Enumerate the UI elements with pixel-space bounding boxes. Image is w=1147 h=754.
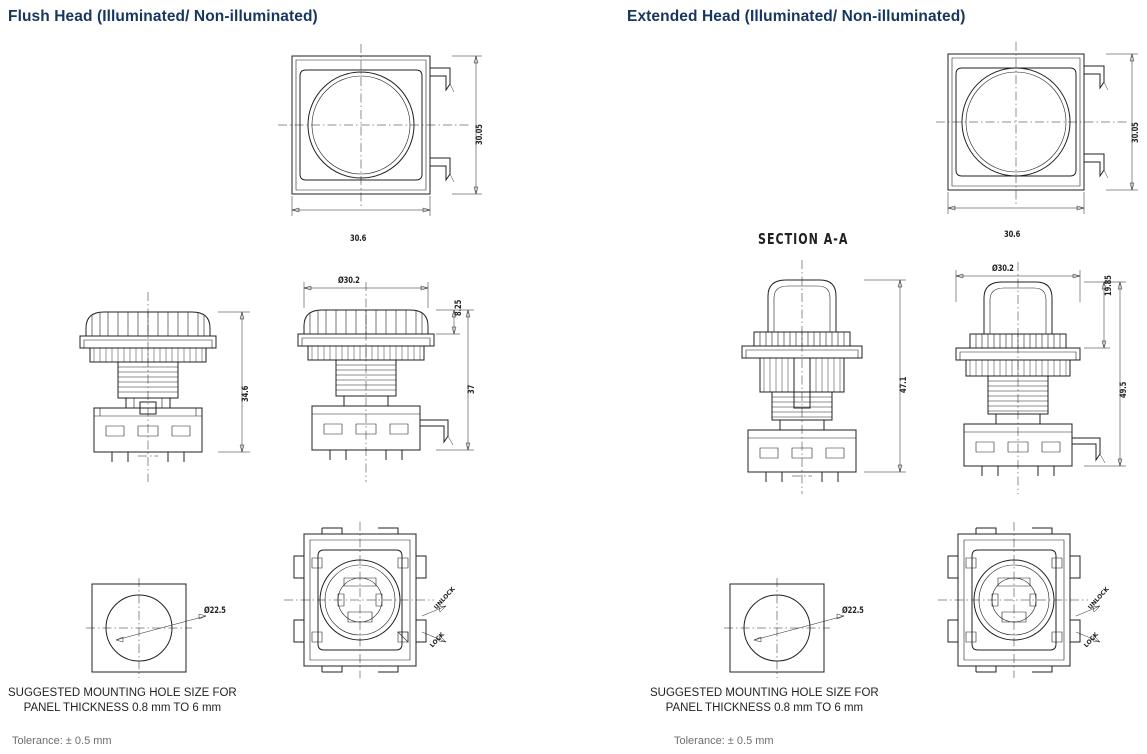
rear-view-unlock-label: UNLOCK — [432, 585, 457, 612]
mounting-note — [650, 686, 879, 716]
dim-side2-total: 49.5 — [1119, 381, 1129, 398]
dim-side2-diameter: Ø30.2 — [992, 264, 1014, 274]
mounting-note — [8, 686, 237, 716]
section-view-drawing — [720, 258, 920, 498]
mounting-note-line2: PANEL THICKNESS 0.8 mm TO 6 mm — [665, 702, 864, 714]
dim-mounting-hole-diameter: Ø22.5 — [204, 606, 226, 616]
dim-side2-head: 8.25 — [454, 299, 464, 316]
panel-flush-head — [0, 0, 573, 754]
dim-side2-head: 19.85 — [1104, 275, 1114, 296]
rear-view-drawing — [936, 520, 1126, 680]
panel-extended-head — [574, 0, 1147, 754]
rear-view-unlock-label: UNLOCK — [1086, 585, 1111, 612]
rear-view-lock-label: LOCK — [428, 631, 446, 650]
side-view-2-drawing — [288, 268, 488, 488]
mounting-note-line2: PANEL THICKNESS 0.8 mm TO 6 mm — [23, 702, 222, 714]
side-view-2-drawing — [944, 258, 1144, 498]
dim-front-width: 30.6 — [350, 234, 367, 244]
tolerance-note: Tolerance: ± 0.5 mm — [12, 735, 112, 747]
dim-mounting-hole-diameter: Ø22.5 — [842, 606, 864, 616]
dim-side2-diameter: Ø30.2 — [338, 276, 360, 286]
mounting-note-line1: SUGGESTED MOUNTING HOLE SIZE FOR — [8, 687, 237, 699]
section-a-a-label: SECTION A-A — [758, 230, 849, 248]
mounting-hole-drawing — [724, 578, 894, 678]
mounting-note-line1: SUGGESTED MOUNTING HOLE SIZE FOR — [650, 687, 879, 699]
dim-side2-total: 37 — [467, 384, 477, 394]
rear-view-drawing — [282, 520, 472, 680]
side-view-1-drawing — [60, 290, 250, 485]
panel-title: Flush Head (Illuminated/ Non-illuminated) — [8, 8, 318, 25]
tolerance-note: Tolerance: ± 0.5 mm — [674, 735, 774, 747]
mounting-hole-drawing — [86, 578, 256, 678]
rear-view-lock-label: LOCK — [1082, 631, 1100, 650]
dim-front-width: 30.6 — [1004, 230, 1021, 240]
dim-section-height: 47.1 — [899, 376, 909, 393]
panel-title: Extended Head (Illuminated/ Non-illuminated) — [627, 8, 966, 25]
dim-side1-height: 34.6 — [241, 385, 251, 402]
front-view-drawing — [932, 38, 1147, 240]
front-view-drawing — [270, 40, 500, 244]
dim-front-height: 30.05 — [475, 124, 485, 145]
dim-front-height: 30.05 — [1131, 122, 1141, 143]
